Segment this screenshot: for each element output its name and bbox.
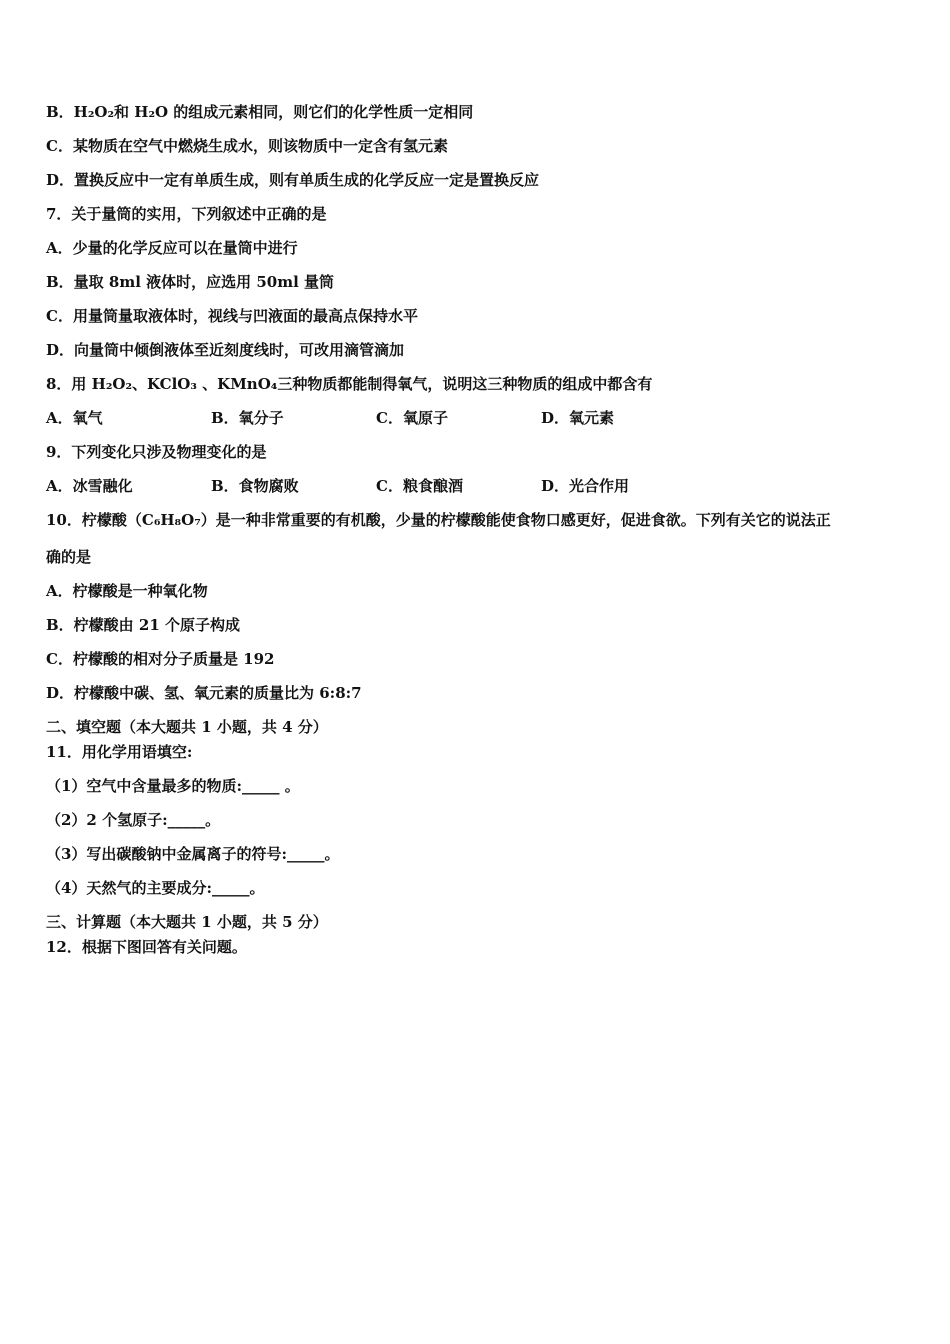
question-12: 12．根据下图回答有关问题。 <box>46 938 247 956</box>
q8-option-b: B．氧分子 <box>211 409 284 427</box>
q7-option-d: D．向量筒中倾倒液体至近刻度线时，可改用滴管滴加 <box>46 341 405 359</box>
q6-option-d: D．置换反应中一定有单质生成，则有单质生成的化学反应一定是置换反应 <box>46 171 540 189</box>
question-10: 10．柠檬酸（C₆H₈O₇）是一种非常重要的有机酸，少量的柠檬酸能使食物口感更好，促进食欲。下列有关它的说法正 <box>46 511 831 529</box>
q8-option-d: D．氧元素 <box>541 409 615 427</box>
q8-options <box>46 408 906 428</box>
q7-option-c: C．用量筒量取液体时，视线与凹液面的最高点保持水平 <box>46 307 418 325</box>
q11-part-1: （1）空气中含量最多的物质:_____ 。 <box>46 777 300 795</box>
question-10-cont: 确的是 <box>46 548 92 566</box>
q10-option-d: D．柠檬酸中碳、氢、氧元素的质量比为 6:8:7 <box>46 684 362 702</box>
q6-option-b: B．H₂O₂和 H₂O 的组成元素相同，则它们的化学性质一定相同 <box>46 103 474 121</box>
q11-part-4: （4）天然气的主要成分:_____。 <box>46 879 265 897</box>
q6-option-c: C．某物质在空气中燃烧生成水，则该物质中一定含有氢元素 <box>46 137 448 155</box>
q10-option-b: B．柠檬酸由 21 个原子构成 <box>46 616 240 634</box>
q7-option-b: B．量取 8ml 液体时，应选用 50ml 量筒 <box>46 273 335 291</box>
q8-option-c: C．氧原子 <box>376 409 448 427</box>
section-heading-calc: 三、计算题（本大题共 1 小题，共 5 分） <box>46 913 328 931</box>
section-heading-fill: 二、填空题（本大题共 1 小题，共 4 分） <box>46 718 328 736</box>
question-9: 9．下列变化只涉及物理变化的是 <box>46 443 267 461</box>
q9-option-b: B．食物腐败 <box>211 477 299 495</box>
question-8: 8．用 H₂O₂、KClO₃ 、KMnO₄三种物质都能制得氧气，说明这三种物质的组成中都含有 <box>46 375 653 393</box>
q7-option-a: A．少量的化学反应可以在量筒中进行 <box>46 239 298 257</box>
question-11: 11．用化学用语填空: <box>46 743 193 761</box>
q9-option-c: C．粮食酿酒 <box>376 477 463 495</box>
q8-option-a: A．氧气 <box>46 409 103 427</box>
q10-option-c: C．柠檬酸的相对分子质量是 192 <box>46 650 275 668</box>
q11-part-3: （3）写出碳酸钠中金属离子的符号:_____。 <box>46 845 340 863</box>
q11-part-2: （2）2 个氢原子:_____。 <box>46 811 221 829</box>
q10-option-a: A．柠檬酸是一种氧化物 <box>46 582 208 600</box>
q9-option-d: D．光合作用 <box>541 477 630 495</box>
q9-options <box>46 476 906 496</box>
question-7: 7．关于量筒的实用，下列叙述中正确的是 <box>46 205 327 223</box>
q9-option-a: A．冰雪融化 <box>46 477 133 495</box>
